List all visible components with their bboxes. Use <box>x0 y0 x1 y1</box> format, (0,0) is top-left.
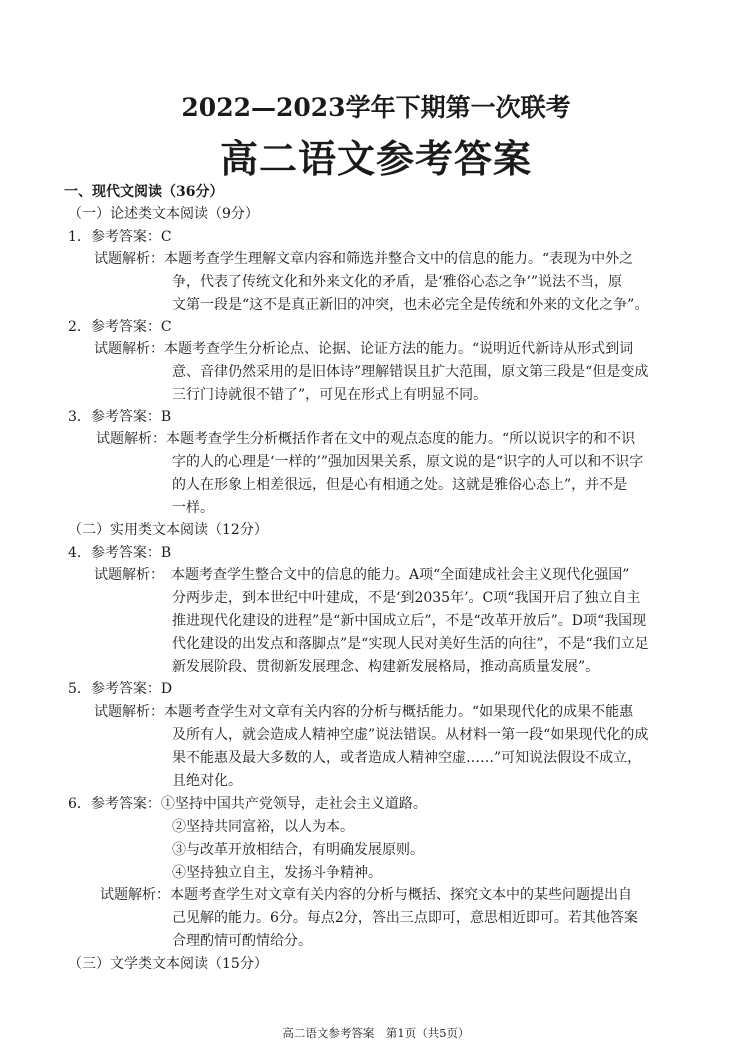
answer-point: ④坚持独立自主，发扬斗争精神。 <box>172 865 382 881</box>
explanation-line: 试题解析：本题考查学生理解文章内容和筛选并整合文中的信息的能力。“表现为中外之 <box>94 251 634 267</box>
explanation-line: 新发展阶段、贯彻新发展理念、构建新发展格局，推动高质量发展”。 <box>172 659 600 675</box>
explanation-line: 的人在形象上相差很远，但是心有相通之处。这就是雅俗心态上”，并不是 <box>172 477 628 493</box>
explanation-line: 试题解析：本题考查学生分析概括作者在文中的观点态度的能力。“所以说识字的和不识 <box>96 431 636 447</box>
explanation-line: 代化建设的出发点和落脚点”是“实现人民对美好生活的向往”，不是“我们立足 <box>172 636 649 652</box>
explanation-line: 己见解的能力。6分。每点2分，答出三点即可，意思相近即可。若其他答案 <box>172 910 638 926</box>
explanation-line: 试题解析：本题考查学生分析论点、论据、论证方法的能力。“说明近代新诗从形式到词 <box>94 341 634 357</box>
subsection-heading: （二）实用类文本阅读（12分） <box>68 522 268 538</box>
subsection-heading: （三）文学类文本阅读（15分） <box>68 956 268 972</box>
section-heading: 一、现代文阅读（36分） <box>64 184 224 200</box>
page-footer: 高二语文参考答案 第1页（共5页） <box>282 1026 470 1040</box>
answer-line: 2．参考答案：C <box>68 319 172 335</box>
explanation-line: 试题解析：本题考查学生对文章有关内容的分析与概括能力。“如果现代化的成果不能惠 <box>94 704 634 720</box>
answer-line: 1．参考答案：C <box>68 229 172 245</box>
explanation-line: 推进现代化建设的进程”是“新中国成立后”，不是“改革开放后”。D项“我国现 <box>172 613 647 629</box>
explanation-line: 一样。 <box>172 500 214 516</box>
explanation-line: 试题解析：本题考查学生对文章有关内容的分析与概括、探究文本中的某些问题提出自 <box>100 887 632 903</box>
explanation-line: 果不能惠及最大多数的人，或者造成人精神空虚……”可知说法假设不成立， <box>172 750 642 766</box>
exam-title: 2022—2023学年下期第一次联考 <box>181 93 571 122</box>
explanation-line: 争，代表了传统文化和外来文化的矛盾，是‘雅俗心态之争’”说法不当，原 <box>172 274 623 290</box>
answer-point: ②坚持共同富裕，以人为本。 <box>172 819 354 835</box>
explanation-line: 三行门诗就很不错了”，可见在形式上有明显不同。 <box>172 387 488 403</box>
explanation-line: 文第一段是“这不是真正新旧的冲突，也未必完全是传统和外来的文化之争”。 <box>172 297 649 313</box>
answer-line: 5．参考答案：D <box>68 681 173 697</box>
answer-line: 4．参考答案：B <box>68 545 172 561</box>
explanation-line: 试题解析： 本题考查学生整合文中的信息的能力。A项“全面建成社会主义现代化强国” <box>94 567 630 583</box>
explanation-line: 意、音律仍然采用的是旧体诗”理解错误且扩大范围，原文第三段是“但是变成 <box>172 364 649 380</box>
explanation-line: 且绝对化。 <box>172 773 242 789</box>
answer-point: ③与改革开放相结合，有明确发展原则。 <box>172 842 424 858</box>
explanation-line: 及所有人，就会造成人精神空虚”说法错误。从材料一第一段“如果现代化的成 <box>172 727 649 743</box>
subsection-heading: （一）论述类文本阅读（9分） <box>68 206 259 222</box>
explanation-line: 字的人的心理是‘一样的’”强加因果关系，原文说的是“识字的人可以和不识字 <box>172 454 644 470</box>
answer-line: 3．参考答案：B <box>68 409 172 425</box>
page-title: 高二语文参考答案 <box>219 136 532 181</box>
answer-line: 6．参考答案：①坚持中国共产党领导，走社会主义道路。 <box>68 796 427 812</box>
explanation-line: 合理酌情可酌情给分。 <box>172 933 312 949</box>
explanation-line: 分两步走，到本世纪中叶建成，不是‘到2035年’。C项“我国开启了独立自主 <box>172 590 641 606</box>
